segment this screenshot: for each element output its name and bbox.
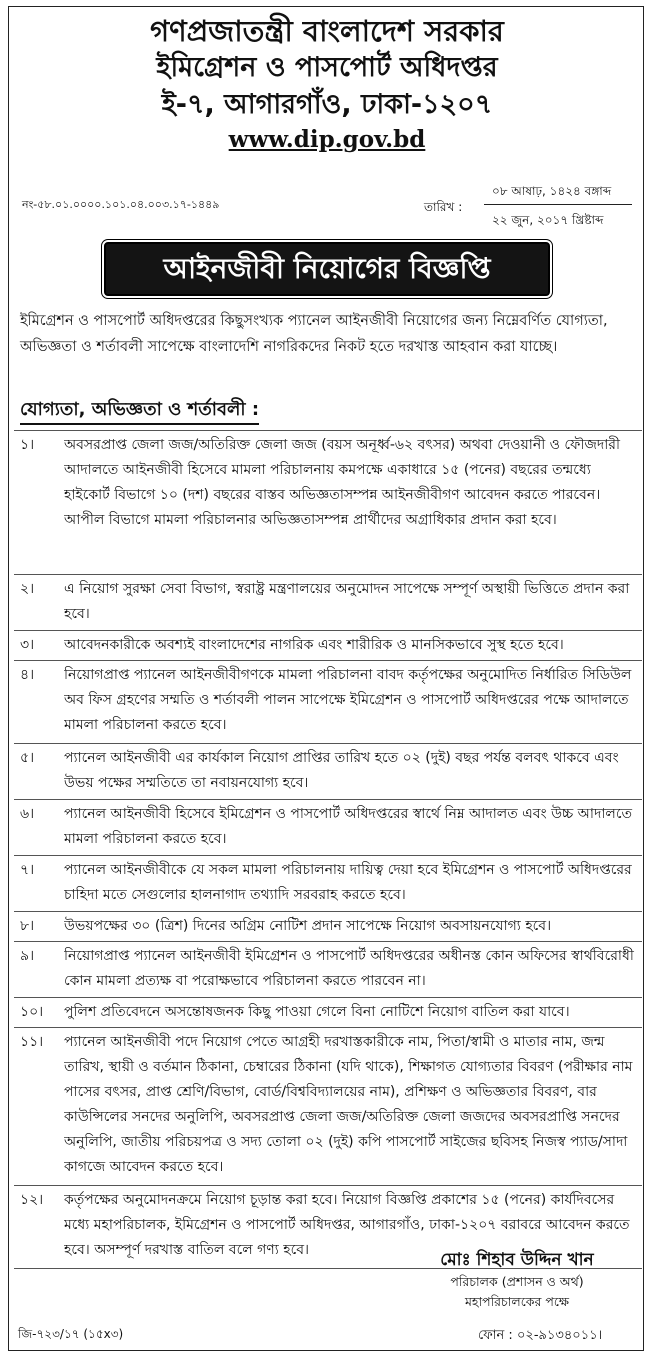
signatory-designation: পরিচালক (প্রশাসন ও অর্থ): [450, 1274, 584, 1289]
item-number: ১১।: [20, 1034, 44, 1050]
date-gregorian: ২২ জুন, ২০১৭ খ্রিষ্টাব্দ: [492, 213, 604, 227]
list-item: [14, 574, 642, 630]
list-item: [14, 941, 642, 997]
item-text: কর্তৃপক্ষের অনুমোদনক্রমে নিয়োগ চূড়ান্ত করা হবে। নিয়োগ বিজ্ঞপ্তি প্রকাশের ১৫ (পনের) কার্যদিবসের মধ্যে মহাপরিচালক, ইমিগ্রেশন ও পাসপোর্ট অধিদপ্তর, আগারগাঁও, ঢাকা-১২০৭ বরাবরে আবেদন করতে হবে। অসম্পূর্ণ দরখাস্ত বাতিল বলে গণ্য হবে।: [64, 1192, 630, 1258]
office-address: ই-৭, আগারগাঁও, ঢাকা-১২০৭: [161, 89, 493, 120]
item-number: ৫।: [20, 750, 35, 766]
conditions-heading: যোগ্যতা, অভিজ্ঞতা ও শর্তাবলী :: [20, 398, 259, 425]
item-number: ১।: [20, 437, 35, 453]
list-item: [14, 743, 642, 799]
conditions-list: [14, 430, 642, 1269]
item-text: প্যানেল আইনজীবী এর কার্যকাল নিয়োগ প্রাপ্তির তারিখ হতে ০২ (দুই) বছর পর্যন্ত বলবৎ থাকবে এবং উভয় পক্ষের সম্মতিতে তা নবায়নযোগ্য হবে।: [64, 750, 619, 791]
item-text: পুলিশ প্রতিবেদনে অসন্তোষজনক কিছু পাওয়া গেলে বিনা নোটিশে নিয়োগ বাতিল করা যাবে।: [64, 1004, 570, 1020]
government-name: গণপ্রজাতন্ত্রী বাংলাদেশ সরকার: [150, 14, 504, 48]
item-text: প্যানেল আইনজীবী পদে নিয়োগ পেতে আগ্রহী দরখাস্তকারীকে নাম, পিতা/স্বামী ও মাতার নাম, জন্ম তারিখ, স্থায়ী ও বর্তমান ঠিকানা, চেম্বারের ঠিকানা (যদি থাকে), শিক্ষাগত যোগ্যতার বিবরণ (পরীক্ষার নাম পাসের বৎসর, প্রাপ্ত শ্রেণি/বিভাগ, বোর্ড/বিশ্ববিদ্যালয়ের নাম), প্রশিক্ষণ ও অভিজ্ঞতার বিবরণ, বার কাউন্সিলের সনদের অনুলিপি, অবসরপ্রাপ্ত জেলা জজ/অতিরিক্ত জেলা জজদের অবসরপ্রাপ্তি সনদের অনুলিপি, জাতীয় পরিচয়পত্র ও সদ্য তোলা ০২ (দুই) কপি পাসপোর্ট সাইজের ছবিসহ নিজস্ব প্যাড/সাদা কাগজে আবেদন করতে হবে।: [64, 1034, 633, 1175]
item-text: প্যানেল আইনজীবীকে যে সকল মামলা পরিচালনায় দায়িত্ব দেয়া হবে ইমিগ্রেশন ও পাসপোর্ট অধিদপ্তরের চাহিদা মতে সেগুলোর হালনাগাদ তথ্যাদি সরবরাহ করতে হবে।: [64, 862, 632, 903]
list-item: [14, 997, 642, 1027]
item-number: ৩।: [20, 637, 35, 653]
date-divider: [484, 204, 632, 205]
item-number: ২।: [20, 581, 35, 597]
item-number: ৯।: [20, 948, 35, 964]
signature-block: [392, 1248, 642, 1312]
phone-number: ফোন : ০২-৯১৩৪০১১।: [478, 1328, 603, 1343]
footer-reference: জি-৭২৩/১৭ (১৫x৩): [18, 1327, 124, 1341]
intro-paragraph: ইমিগ্রেশন ও পাসপোর্ট অধিদপ্তরের কিছুসংখ্যক প্যানেল আইনজীবী নিয়োগের জন্য নিম্নেবর্ণিত যোগ্যতা, অভিজ্ঞতা ও শর্তাবলী সাপেক্ষে বাংলাদেশি নাগরিকদের নিকট হতে দরখাস্ত আহবান করা যাচ্ছে।: [20, 313, 608, 355]
list-item: [14, 1027, 642, 1185]
website-link[interactable]: www.dip.gov.bd: [228, 126, 426, 153]
department-name: ইমিগ্রেশন ও পাসপোর্ট অধিদপ্তর: [156, 52, 498, 83]
item-text: উভয়পক্ষের ৩০ (ত্রিশ) দিনের অগ্রিম নোটিশ প্রদান সাপেক্ষে নিয়োগ অবসায়নযোগ্য হবে।: [64, 918, 552, 934]
item-text: এ নিয়োগ সুরক্ষা সেবা বিভাগ, স্বরাষ্ট্র মন্ত্রণালয়ের অনুমোদন সাপেক্ষে সম্পূর্ণ অস্থায়ী ভিত্তিতে প্রদান করা হবে।: [64, 581, 630, 622]
signatory-on-behalf: মহাপরিচালকের পক্ষে: [464, 1294, 569, 1309]
list-item: [14, 630, 642, 660]
list-item: [14, 660, 642, 743]
item-text: নিয়োগপ্রাপ্ত প্যানেল আইনজীবীগণকে মামলা পরিচালনা বাবদ কর্তৃপক্ষের অনুমোদিত নির্ধারিত সিডিউল অব ফিস গ্রহণের সম্মতি ও শর্তাবলী পালন সাপেক্ষে ইমিগ্রেশন ও পাসপোর্ট অধিদপ্তরের পক্ষে আদালতে মামলা পরিচালনা করতে হবে।: [64, 667, 632, 733]
notice-title: আইনজীবী নিয়োগের বিজ্ঞপ্তি: [104, 242, 550, 296]
item-text: প্যানেল আইনজীবী হিসেবে ইমিগ্রেশন ও পাসপোর্ট অধিদপ্তরের স্বার্থে নিম্ন আদালত এবং উচ্চ আদালতে মামলা পরিচালনা করতে হবে।: [64, 806, 632, 847]
item-text: নিয়োগপ্রাপ্ত প্যানেল আইনজীবী ইমিগ্রেশন ও পাসপোর্ট অধিদপ্তরের অধীনস্ত কোন অফিসের স্বার্থবিরোধী কোন মামলা প্রত্যক্ষ বা পরোক্ষভাবে পরিচালনা করতে পারবেন না।: [64, 948, 634, 989]
item-number: ৬।: [20, 806, 35, 822]
item-number: ৪।: [20, 667, 35, 683]
item-number: ৮।: [20, 918, 35, 934]
date-label: তারিখ :: [424, 200, 463, 214]
signatory-name: মোঃ শিহাব উদ্দিন খান: [440, 1250, 594, 1270]
list-item: [14, 799, 642, 855]
date-bangla: ০৮ আষাঢ়, ১৪২৪ বঙ্গাব্দ: [492, 184, 612, 198]
list-item: [14, 911, 642, 941]
letterhead: [0, 12, 654, 156]
item-number: ৭।: [20, 862, 35, 878]
item-number: ১২।: [20, 1192, 44, 1208]
item-text: আবেদনকারীকে অবশ্যই বাংলাদেশের নাগরিক এবং শারীরিক ও মানসিকভাবে সুস্থ হতে হবে।: [64, 637, 564, 653]
item-text: অবসরপ্রাপ্ত জেলা জজ/অতিরিক্ত জেলা জজ (বয়স অনূর্ধ্ব-৬২ বৎসর) অথবা দেওয়ানী ও ফৌজদারী আদালতে আইনজীবী হিসেবে মামলা পরিচালনায় কমপক্ষে একাধারে ১৫ (পনের) বছরের তন্মধ্যে হাইকোর্ট বিভাগে ১০ (দশ) বছরের বাস্তব অভিজ্ঞতাসম্পন্ন আইনজীবীগণ আবেদন করতে পারবেন। আপীল বিভাগে মামলা পরিচালনার অভিজ্ঞতাসম্পন্ন প্রার্থীদের অগ্রাধিকার প্রদান করা হবে।: [64, 437, 620, 528]
list-item: [14, 855, 642, 911]
item-number: ১০।: [20, 1004, 44, 1020]
memo-number: নং-৫৮.০১.০০০০.১০১.০৪.০০৩.১৭-১৪৪৯: [22, 198, 220, 211]
list-item: [14, 430, 642, 574]
